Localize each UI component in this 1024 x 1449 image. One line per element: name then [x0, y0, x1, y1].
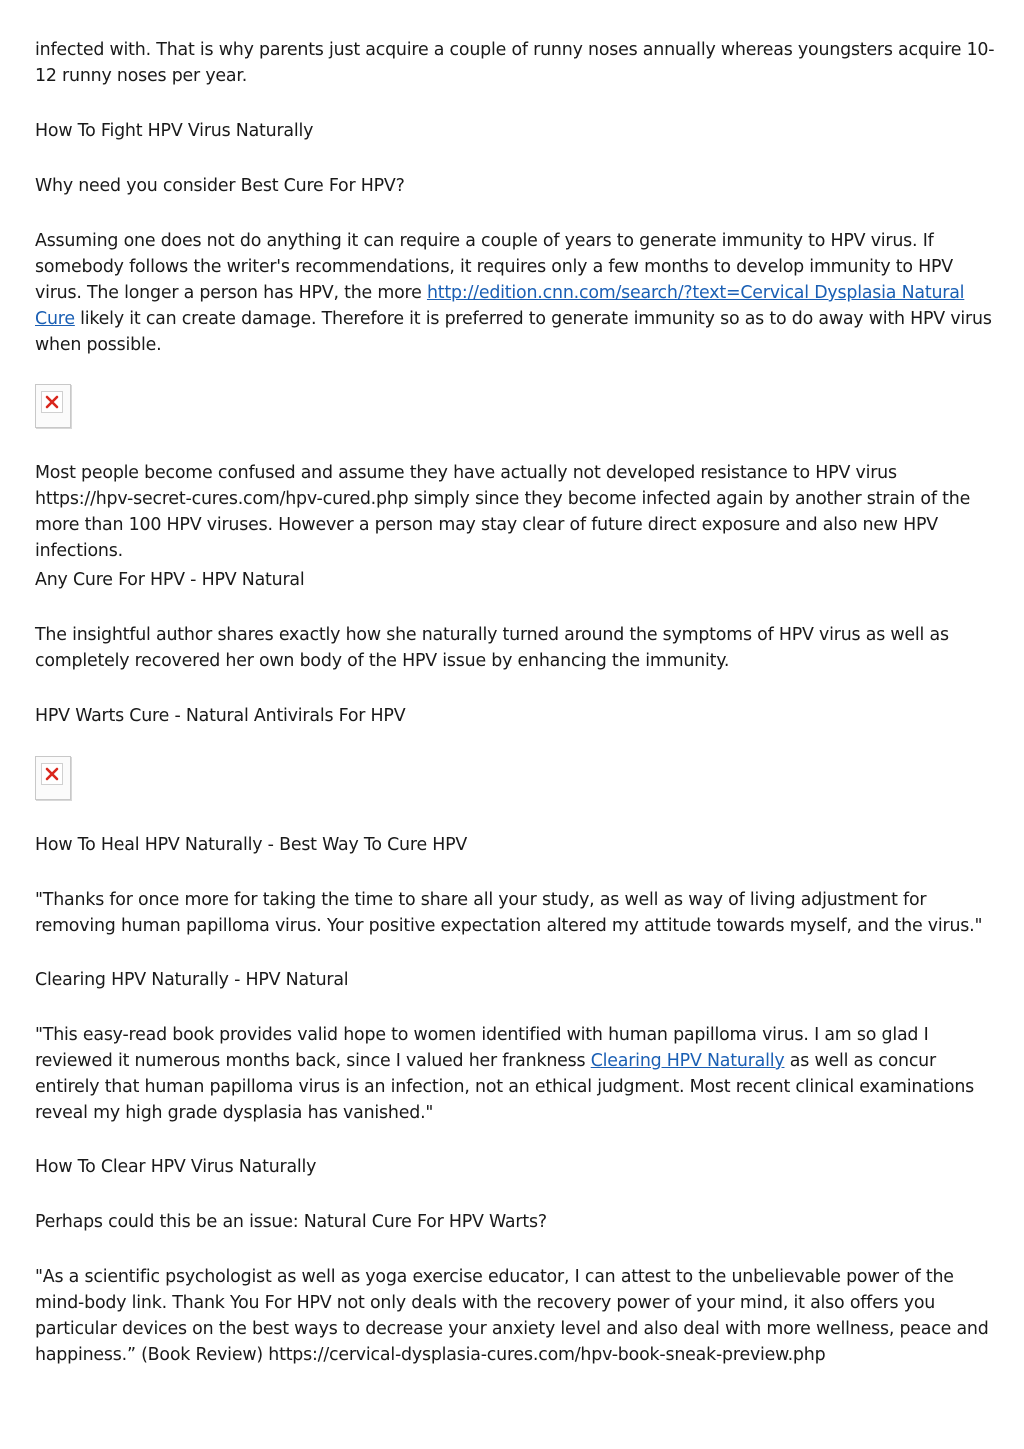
heading-why-consider: Why need you consider Best Cure For HPV?: [35, 176, 405, 196]
paragraph-immunity-text-before: Assuming one does not do anything it can require a couple of years to generate immunity to HPV virus. If somebody follows the writer's recommendations, it requires only a few months to develop immunity to HPV virus. The longer a person has HPV, the more: [35, 231, 953, 303]
broken-image-icon: [41, 391, 63, 413]
paragraph-book-quote-after: as well as concur entirely that human papilloma virus is an infection, not an ethical judgment. Most recent clinical examinations reveal my high grade dysplasia has vanished.": [35, 1051, 975, 1123]
paragraph-book-quote: [35, 1022, 995, 1126]
heading-any-cure: Any Cure For HPV - HPV Natural: [35, 570, 305, 590]
paragraph-book-quote-before: "This easy-read book provides valid hope to women identified with human papilloma virus. I am so glad I reviewed it numerous months back, since I valued her frankness: [35, 1025, 929, 1071]
paragraph-resistance: Most people become confused and assume they have actually not developed resistance to HPV virus https://hpv-secret-cures.com/hpv-cured.php simply since they become infected again by another strain of the more than 100 HPV viruses. However a person may stay clear of future direct exposure and also new HPV infections.: [35, 463, 971, 561]
broken-image-icon: [41, 763, 63, 785]
heading-clearing-hpv: Clearing HPV Naturally - HPV Natural: [35, 970, 349, 990]
heading-heal-hpv: How To Heal HPV Naturally - Best Way To Cure HPV: [35, 835, 468, 855]
paragraph-immunity-text-after: likely it can create damage. Therefore it is preferred to generate immunity so as to do away with HPV virus when possible.: [35, 309, 992, 355]
paragraph-intro: infected with. That is why parents just acquire a couple of runny noses annually whereas youngsters acquire 10-12 runny noses per year.: [35, 40, 995, 86]
paragraph-thanks-quote: "Thanks for once more for taking the time to share all your study, as well as way of living adjustment for removing human papilloma virus. Your positive expectation altered my attitude towards myself, and the virus.": [35, 890, 983, 936]
heading-fight-hpv: How To Fight HPV Virus Naturally: [35, 121, 314, 141]
heading-warts-cure: HPV Warts Cure - Natural Antivirals For HPV: [35, 706, 406, 726]
heading-clear-hpv: How To Clear HPV Virus Naturally: [35, 1157, 317, 1177]
paragraph-immunity: [35, 228, 995, 358]
broken-image-1: [35, 384, 71, 428]
broken-image-2: [35, 756, 71, 800]
heading-perhaps-issue: Perhaps could this be an issue: Natural Cure For HPV Warts?: [35, 1212, 547, 1232]
clearing-hpv-link[interactable]: Clearing HPV Naturally: [590, 1051, 785, 1071]
paragraph-author: The insightful author shares exactly how she naturally turned around the symptoms of HPV virus as well as completely recovered her own body of the HPV issue by enhancing the immunity.: [35, 625, 949, 671]
cnn-search-link[interactable]: http://edition.cnn.com/search/?text=Cervical Dysplasia Natural Cure: [35, 283, 965, 329]
paragraph-psychologist-quote: "As a scientific psychologist as well as yoga exercise educator, I can attest to the unbelievable power of the mind-body link. Thank You For HPV not only deals with the recovery power of your mind, it also offers you particular devices on the best ways to decrease your anxiety level and also deal with more wellness, peace and happiness.” (Book Review) https://cervical-dysplasia-cures.com/hpv-book-sneak-preview.php: [35, 1267, 989, 1365]
